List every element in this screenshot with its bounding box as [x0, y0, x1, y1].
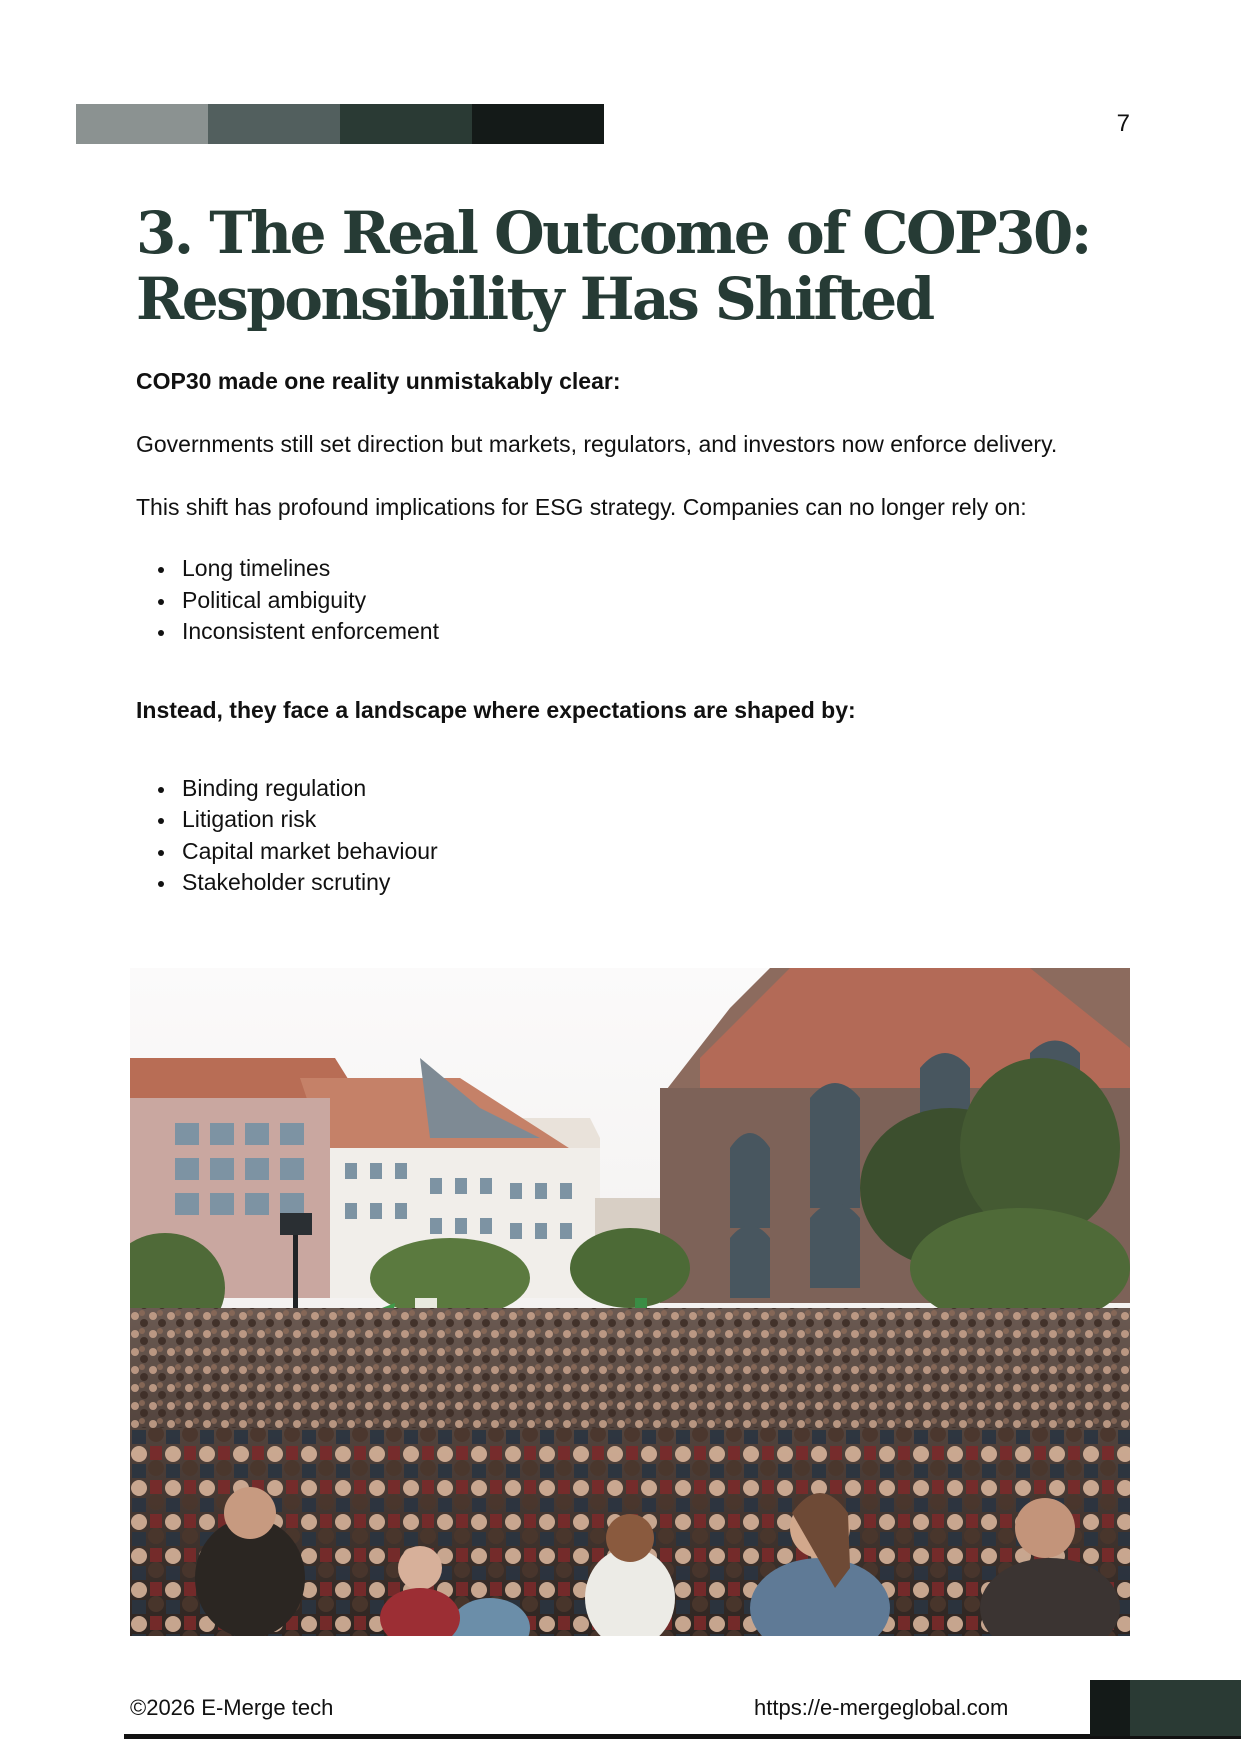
paragraph-2: This shift has profound implications for ESG strategy. Companies can no longer rely on: [136, 494, 1027, 520]
page-number: 7 [1116, 110, 1130, 137]
list-item: Binding regulation [136, 773, 1116, 805]
bullet-list-1 [136, 553, 1116, 648]
title-line-2: Responsibility Has Shifted [136, 265, 933, 333]
bold-heading-2: Instead, they face a landscape where expectations are shaped by: [136, 696, 856, 723]
protest-photo [130, 968, 1130, 1636]
list-item: Long timelines [136, 553, 1116, 585]
footer-block-dark [1090, 1680, 1130, 1736]
intro-bold-text: COP30 made one reality unmistakably clear: [136, 368, 621, 394]
page-title [136, 200, 1136, 332]
color-bar-segment-4 [472, 104, 604, 144]
list-item: Litigation risk [136, 804, 1116, 836]
footer-url-link[interactable]: https://e-mergeglobal.com [754, 1695, 1009, 1720]
list-item: Capital market behaviour [136, 836, 1116, 868]
color-bar-segment-3 [340, 104, 472, 144]
body-content [136, 366, 1116, 899]
footer-rule [124, 1734, 1241, 1739]
paragraph-1: Governments still set direction but markets, regulators, and investors now enforce delivery. [136, 431, 1058, 457]
list-item: Inconsistent enforcement [136, 616, 1116, 648]
footer-block-green [1130, 1680, 1241, 1736]
list-item: Stakeholder scrutiny [136, 867, 1116, 899]
header-color-bar [76, 104, 604, 144]
color-bar-segment-2 [208, 104, 340, 144]
footer-copyright: ©2026 E-Merge tech [130, 1695, 334, 1720]
list-item: Political ambiguity [136, 585, 1116, 617]
bullet-list-2 [136, 773, 1116, 899]
title-line-1: 3. The Real Outcome of COP30: [136, 199, 1090, 267]
color-bar-segment-1 [76, 104, 208, 144]
